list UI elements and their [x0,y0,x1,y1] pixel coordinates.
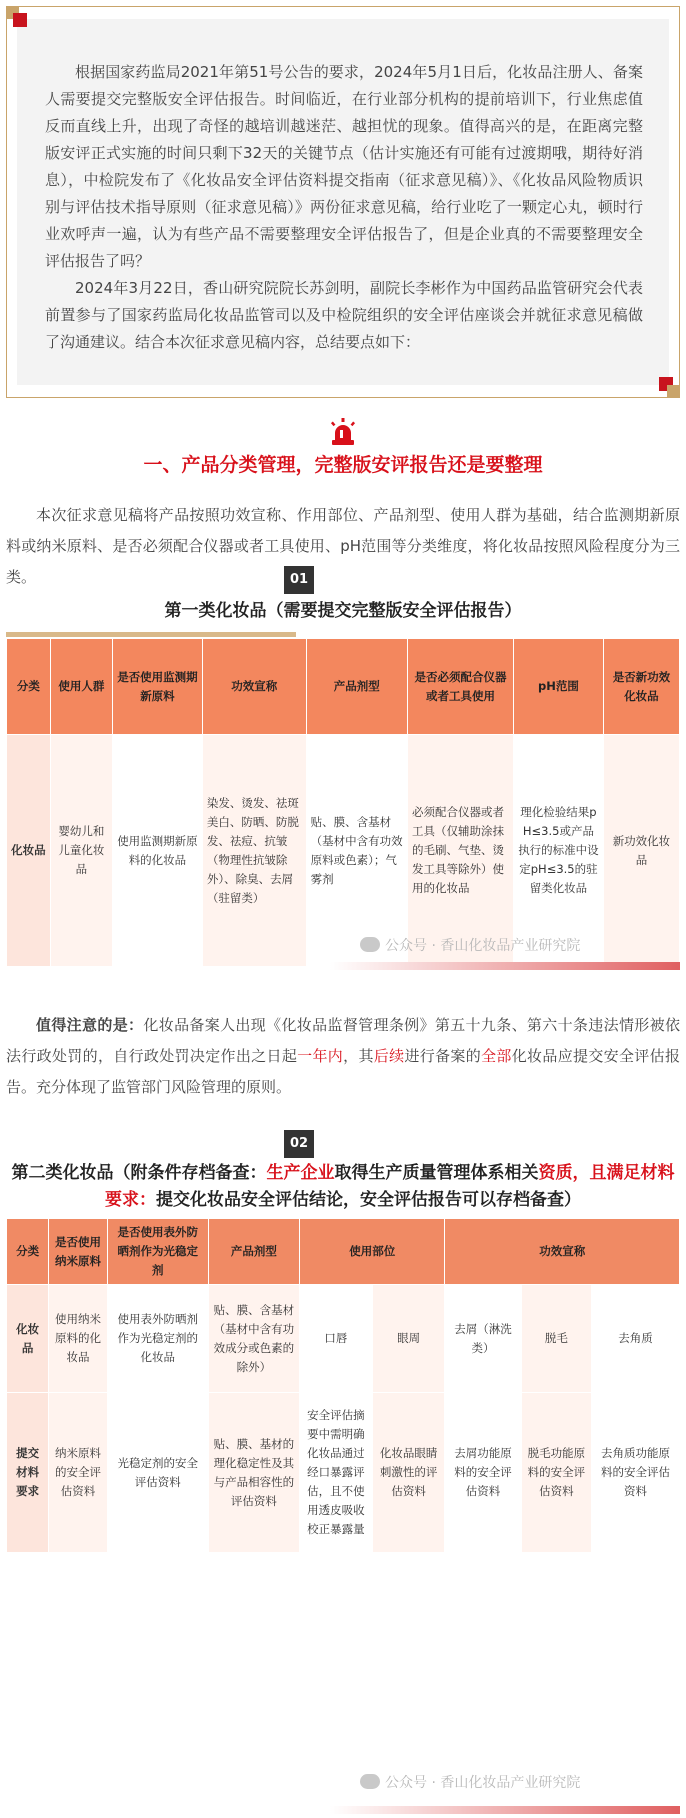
notice-highlight: 全部 [481,1047,512,1065]
notice-paragraph [0,1010,686,1103]
table-cell: 纳米原料的安全评估资料 [49,1393,108,1553]
table-row [7,735,680,967]
intro-text-panel [17,19,669,385]
table-cell: 去屑功能原料的安全评估资料 [445,1393,521,1553]
table-cell: 脱毛 [521,1285,591,1393]
table-cell: 理化检验结果pH≤3.5或产品执行的标准中设定pH≤3.5的驻留类化妆品 [514,735,604,967]
table-cell: 安全评估摘要中需明确化妆品通过经口暴露评估，且不使用透皮吸收校正暴露量 [300,1393,373,1553]
table-cell: 去角质 [592,1285,680,1393]
intro-paragraph-1: 根据国家药监局2021年第51号公告的要求，2024年5月1日后，化妆品注册人、备案人需要提交完整版安全评估报告。时间临近，在行业部分机构的提前培训下，行业焦虑值反而直线上升，出现了奇怪的越培训越迷茫、越担忧的现象。值得高兴的是，在距离完整版安评正式实施的时间只剩下32天的关键节点（估计实施还有可能有过渡期哦，期待好消息），中检院发布了《化妆品安全评估资料提交指南（征求意见稿）》、《化妆品风险物质识别与评估技术指导原则（征求意见稿）》两份征求意见稿，给行业吃了一颗定心丸，顿时行业欢呼声一遍，认为有些产品不需要整理安全评估报告了，但是企业真的不需要整理安全评估报告了吗？ [45,63,643,270]
corner-decoration-bottom-right [657,375,679,397]
table-cell: 口唇 [300,1285,373,1393]
table-cell: 化妆品眼睛刺激性的评估资料 [372,1393,445,1553]
table-cell: 新功效化妆品 [603,735,679,967]
table-row [7,1285,680,1393]
table-header-row [7,1219,680,1285]
class-1-table [6,638,680,967]
intro-box [6,6,680,398]
wechat-icon [360,937,380,952]
class-2-title-highlight: 生产企业 [266,1163,335,1183]
class-2-title-part: 取得生产质量管理体系相关 [334,1163,539,1183]
section-1-paragraph: 本次征求意见稿将产品按照功效宣称、作用部位、产品剂型、使用人群为基础，结合监测期新原料或纳米原料、是否必须配合仪器或者工具使用、pH范围等分类维度，将化妆品按照风险程度分为三类。 [6,506,680,586]
table-cell: 贴、膜、基材的理化稳定性及其与产品相容性的评估资料 [208,1393,299,1553]
notice-text: 化妆品备案人出现《化妆品监督管理条例》第五十九条、第六十条违法情形被依法行政处罚的，自行政处罚决定作出之日起 [6,1016,680,1065]
alarm-icon [329,418,357,446]
number-badge-02: 02 [284,1130,314,1158]
wechat-icon [360,1774,380,1789]
table-cell: 贴、膜、含基材（基材中含有功效成分或色素的除外） [208,1285,299,1393]
number-badge-01: 01 [284,566,314,594]
class-2-table [6,1218,680,1553]
notice-highlight: 后续 [373,1047,405,1065]
table-cell: 眼周 [372,1285,445,1393]
table-header-cell: 功效宣称 [445,1219,680,1285]
table-cell: 脱毛功能原料的安全评估资料 [521,1393,591,1553]
decorative-bar [330,962,680,970]
table-cell: 去角质功能原料的安全评估资料 [592,1393,680,1553]
notice-text: ，其 [343,1047,374,1065]
section-1-title: 一、产品分类管理，完整版安评报告还是要整理 [143,454,543,476]
table-header-cell: 是否使用纳米原料 [49,1219,108,1285]
table-header-cell: 是否新功效化妆品 [603,639,679,735]
table-header-cell: 是否使用监测期新原料 [113,639,203,735]
class-2-title-part: 第二类化妆品（附条件存档备查： [11,1163,267,1183]
class-2-title-part: 提交化妆品安全评估结论，安全评估报告可以存档备查） [156,1190,581,1210]
table-header-cell: 功效宣称 [202,639,306,735]
table-cell: 去屑（淋洗类） [445,1285,521,1393]
class-2-title [0,1160,686,1214]
table-cell: 婴幼儿和儿童化妆品 [50,735,112,967]
table-cell: 贴、膜、含基材（基材中含有功效原料或色素）；气雾剂 [306,735,407,967]
table-header-cell: 分类 [7,1219,49,1285]
table-header-cell: 分类 [7,639,51,735]
table-cell: 光稳定剂的安全评估资料 [107,1393,208,1553]
table-header-cell: 使用人群 [50,639,112,735]
table-cell: 化妆品 [7,1285,49,1393]
watermark-text: 公众号 · 香山化妆品产业研究院 [385,938,581,954]
table-header-cell: 使用部位 [300,1219,445,1285]
table-header-row [7,639,680,735]
table-header-cell: 是否使用表外防晒剂作为光稳定剂 [107,1219,208,1285]
notice-text: 化妆品应提交安全评估报告。充分体现了监管部门风险管理的原则。 [6,1047,680,1096]
watermark [360,935,580,955]
table-header-cell: 产品剂型 [306,639,407,735]
table-cell: 使用表外防晒剂作为光稳定剂的化妆品 [107,1285,208,1393]
class-2-title-highlight: 资质，且满足材料要求： [105,1163,675,1210]
class-1-title: 第一类化妆品（需要提交完整版安全评估报告） [164,601,522,621]
table-cell: 使用监测期新原料的化妆品 [113,735,203,967]
table-header-cell: 是否必须配合仪器或者工具使用 [407,639,513,735]
table-header-cell: 产品剂型 [208,1219,299,1285]
corner-decoration-top-left [7,7,29,29]
table-cell: 染发、烫发、祛斑美白、防晒、防脱发、祛痘、抗皱（物理性抗皱除外）、除臭、去屑（驻留类） [202,735,306,967]
watermark [360,1772,580,1792]
watermark-text: 公众号 · 香山化妆品产业研究院 [385,1775,581,1791]
table-cell: 使用纳米原料的化妆品 [49,1285,108,1393]
table-cell: 必须配合仪器或者工具（仅辅助涂抹的毛刷、气垫、烫发工具等除外）使用的化妆品 [407,735,513,967]
table-cell: 化妆品 [7,735,51,967]
decorative-bar [330,1806,680,1814]
notice-text: 进行备案的 [404,1047,482,1065]
notice-lead: 值得注意的是： [36,1016,144,1034]
notice-highlight: 一年内 [297,1047,344,1065]
table-header-cell: pH范围 [514,639,604,735]
decorative-bar [6,632,296,637]
table-row [7,1393,680,1553]
table-cell: 提交材料要求 [7,1393,49,1553]
intro-paragraph-2: 2024年3月22日，香山研究院院长苏剑明，副院长李彬作为中国药品监管研究会代表前置参与了国家药监局化妆品监管司以及中检院组织的安全评估座谈会并就征求意见稿做了沟通建议。结合本次征求意见稿内容，总结要点如下： [45,279,643,351]
